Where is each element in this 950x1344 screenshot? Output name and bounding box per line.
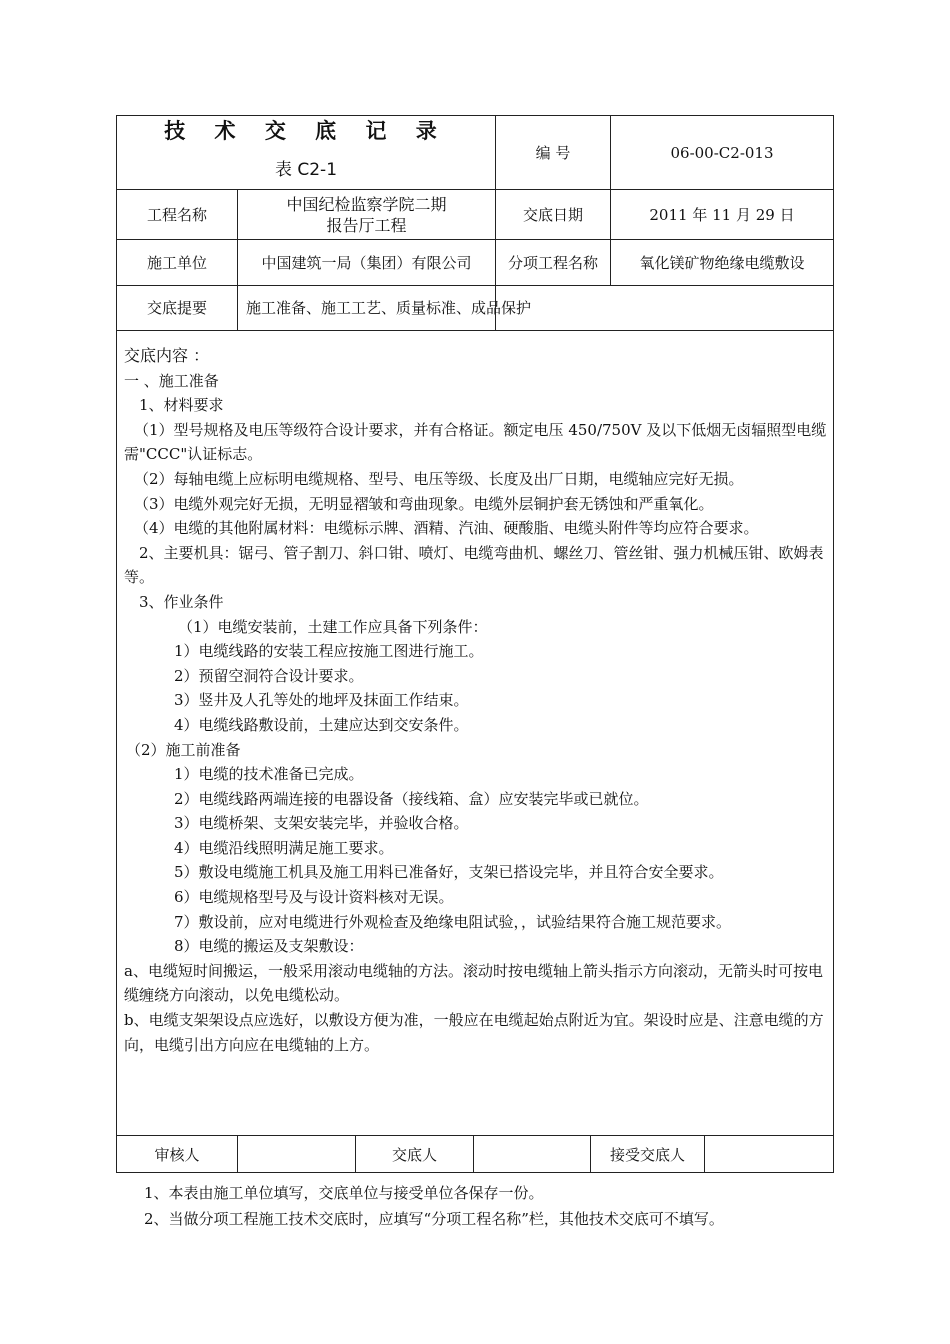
footnote: 1、本表由施工单位填写，交底单位与接受单位各保存一份。	[144, 1184, 544, 1202]
row-divider	[116, 330, 834, 331]
subsection-heading: 3、作业条件	[139, 592, 224, 611]
list-item: 4）电缆沿线照明满足施工要求。	[174, 838, 394, 857]
subsection-heading: 1、材料要求	[139, 396, 224, 415]
form-title: 技 术 交 底 记 录	[164, 119, 448, 143]
content-heading: 交底内容 ：	[124, 346, 210, 365]
summary-label: 交底提要	[146, 299, 207, 317]
list-item: 3）竖井及人孔等处的地坪及抹面工作结束。	[174, 691, 469, 710]
list-item: 2）预留空洞符合设计要求。	[174, 666, 364, 685]
date-label: 交底日期	[522, 205, 583, 224]
date-value: 2011 年 11 月 29 日	[649, 205, 795, 224]
content-paragraph: （3）电缆外观完好无损，无明显褶皱和弯曲现象。电缆外层铜护套无锈蚀和严重氧化。	[134, 494, 714, 513]
content-paragraph: （1）电缆安装前，土建工作应具备下列条件：	[178, 617, 488, 636]
presenter-label: 交底人	[391, 1145, 437, 1164]
project-name-value	[238, 190, 495, 239]
project-name-label: 工程名称	[146, 205, 207, 224]
project-name-line: 报告厅工程	[326, 215, 407, 235]
unit-label: 施工单位	[146, 253, 207, 272]
subproject-value: 氧化镁矿物绝缘电缆敷设	[639, 253, 805, 272]
number-value: 06-00-C2-013	[670, 143, 774, 162]
content-paragraph: a、电缆短时间搬运，一般采用滚动电缆轴的方法。滚动时按电缆轴上箭头指示方向滚动，无箭头时可按电缆缠绕方向滚动，以免电缆松动。	[124, 961, 823, 1005]
list-item: 2）电缆线路两端连接的电器设备（接线箱、盒）应安装完毕或已就位。	[174, 789, 649, 808]
list-item: 1）电缆线路的安装工程应按施工图进行施工。	[174, 642, 484, 661]
list-item: 7）敷设前，应对电缆进行外观检查及绝缘电阻试验，，试验结果符合施工规范要求。	[174, 912, 732, 931]
list-item: 8）电缆的搬运及支架敷设：	[174, 937, 364, 956]
list-item: 3）电缆桥架、支架安装完毕，并验收合格。	[174, 814, 469, 833]
content-paragraph: （4）电缆的其他附属材料：电缆标示牌、酒精、汽油、硬酸脂、电缆头附件等均应符合要求。	[134, 519, 759, 538]
subproject-label: 分项工程名称	[507, 253, 598, 272]
content-paragraph: （2）每轴电缆上应标明电缆规格、型号、电压等级、长度及出厂日期，电缆轴应完好无损。	[134, 469, 744, 488]
unit-value: 中国建筑一局（集团）有限公司	[261, 253, 472, 272]
presenter-signature	[474, 1136, 590, 1173]
number-label: 编 号	[535, 143, 571, 162]
form-code: 表 C2-1	[274, 160, 338, 180]
list-item: 6）电缆规格型号及与设计资料核对无误。	[174, 888, 454, 907]
briefing-content	[124, 344, 830, 1057]
project-name-line: 中国纪检监察学院二期	[286, 194, 447, 214]
subsection-heading: （2）施工前准备	[126, 740, 241, 759]
summary-value: 施工准备、施工工艺、质量标准、成品保护	[246, 299, 532, 317]
section-heading: 一 、施工准备	[124, 371, 219, 390]
list-item: 4）电缆线路敷设前，土建应达到交安条件。	[174, 715, 469, 734]
footnotes	[144, 1180, 724, 1232]
footnote: 2、当做分项工程施工技术交底时，应填写“分项工程名称”栏，其他技术交底可不填写。	[144, 1210, 724, 1228]
list-item: 5）敷设电缆施工机具及施工用料已准备好，支架已搭设完毕，并且符合安全要求。	[174, 863, 724, 882]
reviewer-signature	[238, 1136, 355, 1173]
content-paragraph: （1）型号规格及电压等级符合设计要求，并有合格证。额定电压 450/750V 及以下低烟无卤辐照型电缆需"CCC"认证标志。	[124, 420, 827, 464]
receiver-signature	[705, 1136, 833, 1173]
receiver-label: 接受交底人	[609, 1145, 685, 1164]
reviewer-label: 审核人	[154, 1145, 200, 1164]
content-paragraph: 2、主要机具：锯弓、管子割刀、斜口钳、喷灯、电缆弯曲机、螺丝刀、管丝钳、强力机械压钳、欧姆表等。	[124, 543, 824, 587]
content-paragraph: b、电缆支架架设点应选好，以敷设方便为准，一般应在电缆起始点附近为宜。架设时应是、注意电缆的方向，电缆引出方向应在电缆轴的上方。	[124, 1011, 824, 1054]
list-item: 1）电缆的技术准备已完成。	[174, 765, 364, 784]
